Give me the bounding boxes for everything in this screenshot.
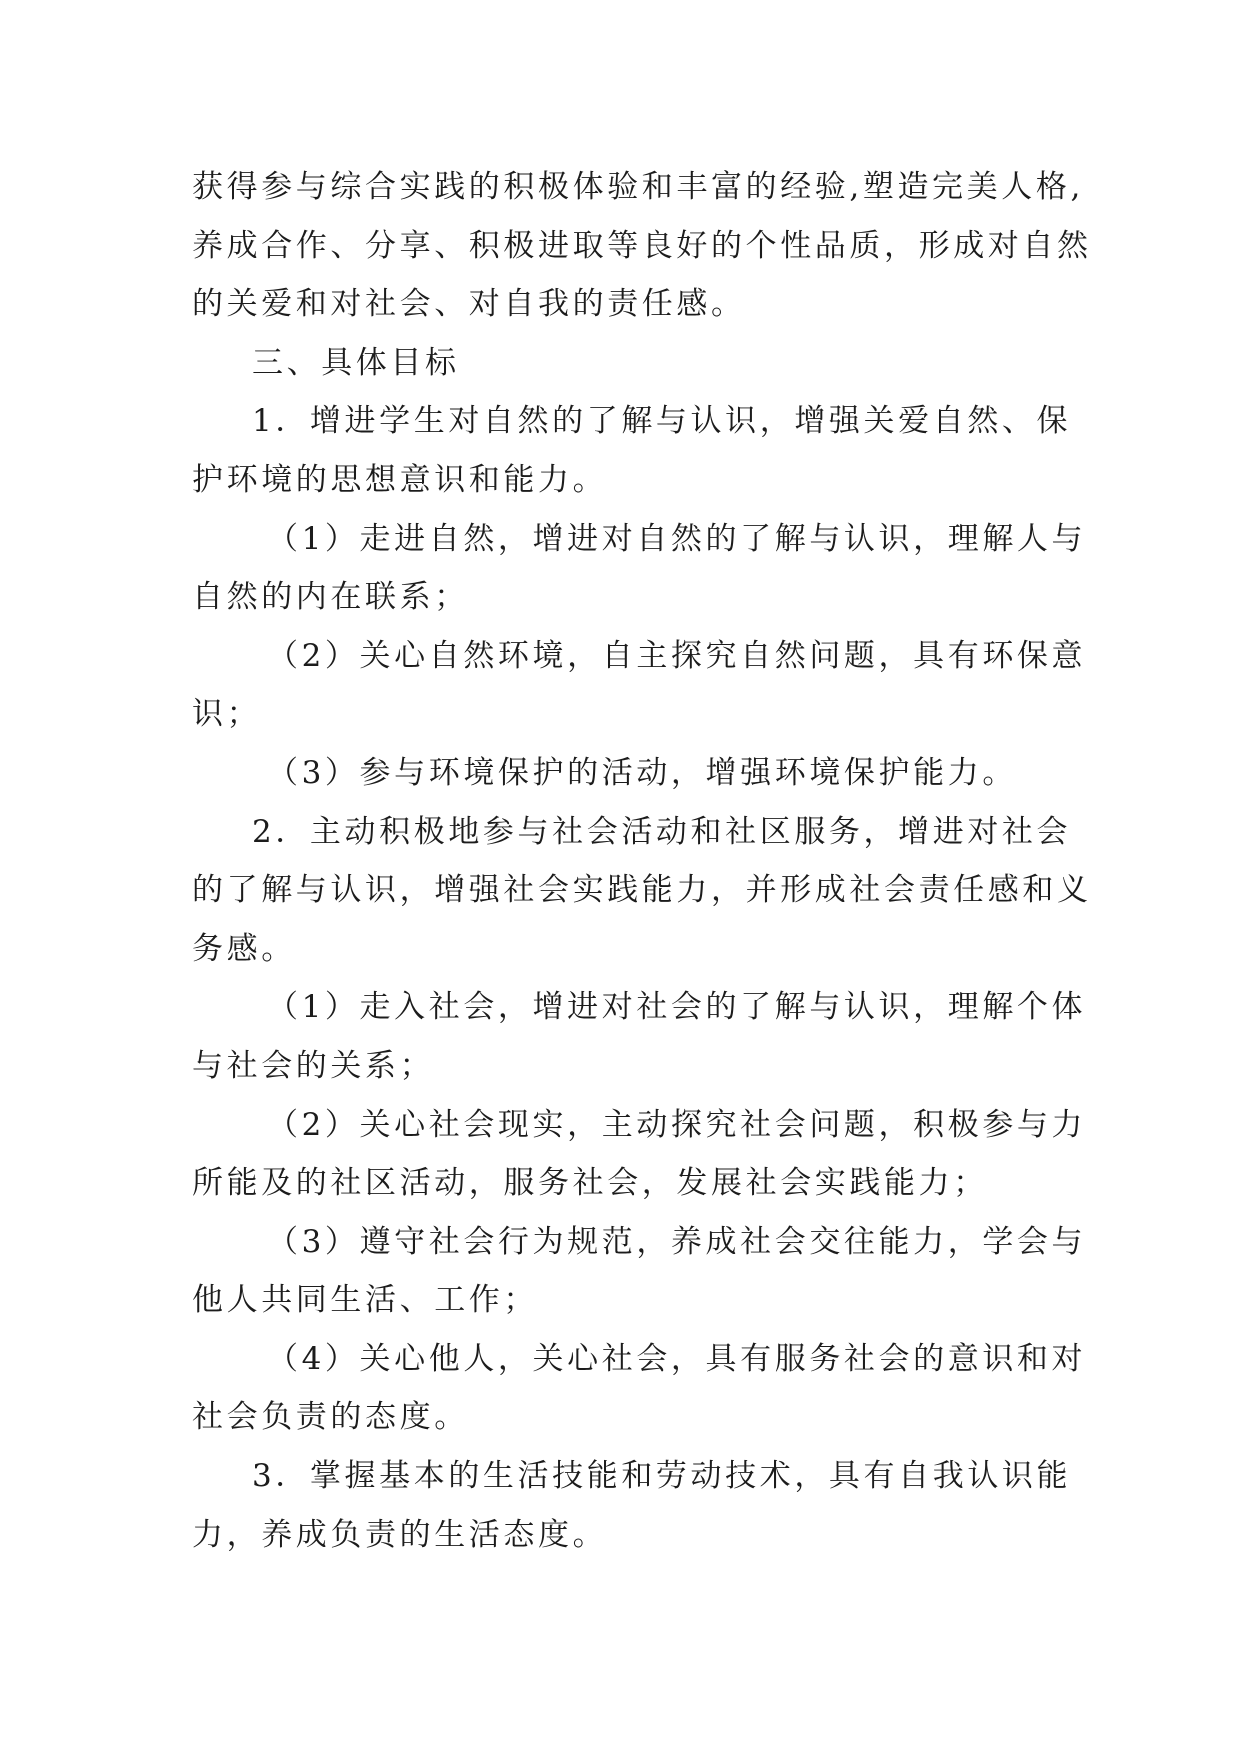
- text-line: 护环境的思想意识和能力。: [192, 461, 608, 498]
- document-body: [192, 158, 1092, 1564]
- text-line: 1．增进学生对自然的了解与认识，增强关爱自然、保: [252, 403, 1072, 440]
- text-line: 识；: [192, 696, 262, 733]
- text-line: （3）遵守社会行为规范，养成社会交往能力，学会与: [267, 1223, 1087, 1260]
- text-line: 力，养成负责的生活态度。: [192, 1516, 608, 1553]
- text-line: 3．掌握基本的生活技能和劳动技术，具有自我认识能: [252, 1458, 1072, 1495]
- sub-item-1-3: [192, 744, 1052, 803]
- text-line: 2．主动积极地参与社会活动和社区服务，增进对社会: [252, 813, 1072, 850]
- goal-item-3: [192, 1447, 1072, 1564]
- text-line: 的关爱和对社会、对自我的责任感。: [192, 286, 746, 323]
- sub-item-1-1: [192, 510, 1087, 627]
- heading-text: 三、具体目标: [252, 344, 460, 381]
- text-line: （3）参与环境保护的活动，增强环境保护能力。: [267, 754, 1017, 791]
- text-line: 所能及的社区活动，服务社会，发展社会实践能力；: [192, 1165, 988, 1202]
- goal-item-1: [192, 392, 1072, 509]
- text-line: 自然的内在联系；: [192, 579, 469, 616]
- text-line: （2）关心自然环境，自主探究自然问题，具有环保意: [267, 637, 1087, 674]
- text-line: （1）走进自然，增进对自然的了解与认识，理解人与: [267, 520, 1087, 557]
- text-line: 社会负责的态度。: [192, 1399, 469, 1436]
- text-line: （2）关心社会现实，主动探究社会问题，积极参与力: [267, 1106, 1087, 1143]
- text-line: 他人共同生活、工作；: [192, 1282, 538, 1319]
- text-line: 获得参与综合实践的积极体验和丰富的经验,塑造完美人格,: [192, 169, 1084, 205]
- text-line: （4）关心他人，关心社会，具有服务社会的意识和对: [267, 1340, 1087, 1377]
- sub-item-2-1: [192, 978, 1087, 1095]
- text-line: 养成合作、分享、积极进取等良好的个性品质，形成对自然: [192, 227, 1092, 264]
- sub-item-2-3: [192, 1213, 1087, 1330]
- text-line: 的了解与认识，增强社会实践能力，并形成社会责任感和义: [192, 872, 1092, 909]
- text-line: 与社会的关系；: [192, 1047, 435, 1084]
- paragraph-continuation: [192, 158, 1092, 334]
- sub-item-1-2: [192, 627, 1087, 744]
- text-line: （1）走入社会，增进对社会的了解与认识，理解个体: [267, 989, 1087, 1026]
- section-heading: [192, 334, 1052, 393]
- sub-item-2-4: [192, 1330, 1087, 1447]
- text-line: 务感。: [192, 930, 296, 967]
- sub-item-2-2: [192, 1096, 1087, 1213]
- goal-item-2: [192, 803, 1092, 979]
